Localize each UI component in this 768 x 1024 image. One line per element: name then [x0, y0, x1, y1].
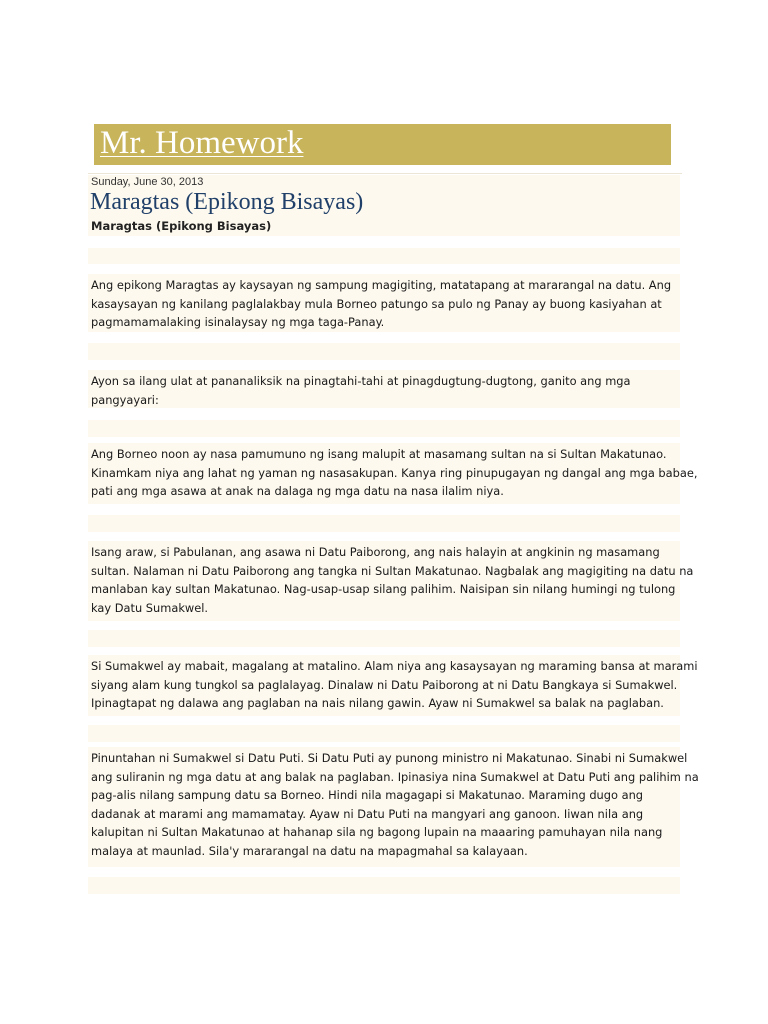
spacer-band — [88, 420, 680, 437]
paragraph-line: kasaysayan ng kanilang paglalakbay mula Borneo patungo sa pulo ng Panay ay buong kasiyahan at — [91, 296, 662, 311]
spacer-band — [88, 877, 680, 894]
paragraph-line: Pinuntahan ni Sumakwel si Datu Puti. Si Datu Puti ay punong ministro ni Makatunao. Sinabi ni Sumakwel — [91, 751, 688, 765]
paragraph-line: Ayon sa ilang ulat at pananaliksik na pinagtahi-tahi at pinagdugtung-dugtong, ganito ang mga — [91, 374, 631, 388]
paragraph-line: pati ang mga asawa at anak na dalaga ng mga datu na nasa ilalim niya. — [91, 484, 504, 498]
paragraph-line: sultan. Nalaman ni Datu Paiborong ang tangka ni Sultan Makatunao. Nagbalak ang magigiting na datu na — [91, 563, 694, 578]
paragraph-line: Ang epikong Maragtas ay kaysayan ng sampung magigiting, matatapang at mararangal na datu. Ang — [91, 278, 672, 292]
blog-title-link[interactable]: Mr. Homework — [100, 125, 304, 161]
spacer-band — [88, 343, 680, 360]
spacer-band — [88, 248, 680, 264]
paragraph-line: ang suliranin ng mga datu at ang balak na paglaban. Ipinasiya nina Sumakwel at Datu Puti ang palihim na — [91, 769, 699, 784]
paragraph-line: pagmamamalaking isinalaysay ng mga taga-Panay. — [91, 315, 385, 329]
post-title-link[interactable]: Maragtas (Epikong Bisayas) — [90, 189, 364, 215]
blog-header — [94, 124, 671, 165]
paragraph-line: Si Sumakwel ay mabait, magalang at matalino. Alam niya ang kasaysayan ng maraming bansa at marami — [91, 659, 698, 673]
paragraph-line: malaya at maunlad. Sila'y mararangal na datu na mapagmahal sa kalayaan. — [91, 843, 528, 858]
paragraph-line: pangyayari: — [91, 392, 159, 407]
paragraph-line: manlaban kay sultan Makatunao. Nag-usap-usap silang palihim. Naisipan sin nilang humingi ng tulong — [91, 582, 676, 596]
spacer-band — [88, 630, 680, 647]
paragraph-4 — [91, 543, 694, 617]
paragraph-line: siyang alam kung tungkol sa paglalayag. Dinalaw ni Datu Paiborong at ni Datu Bangkaya si Sumakwel. — [91, 677, 678, 692]
paragraph-line: dadanak at marami ang mamamatay. Ayaw ni Datu Puti na mangyari ang ganoon. Iiwan nila ang — [91, 806, 644, 821]
spacer-band — [88, 725, 680, 742]
paragraph-line: pag-alis nilang sampung datu sa Borneo. Hindi nila magagapi si Makatunao. Maraming dugo ang — [91, 788, 644, 802]
paragraph-2 — [91, 372, 683, 409]
paragraph-6 — [91, 749, 699, 860]
spacer-band — [88, 515, 680, 532]
header-divider — [88, 173, 682, 174]
post-subtitle: Maragtas (Epikong Bisayas) — [91, 219, 272, 233]
paragraph-1 — [91, 276, 683, 332]
post-date: Sunday, June 30, 2013 — [91, 176, 204, 188]
paragraph-line: kay Datu Sumakwel. — [91, 600, 209, 615]
paragraph-line: Ipinagtapat ng dalawa ang paglaban na nais nilang gawin. Ayaw ni Sumakwel sa balak na paglaban. — [91, 696, 664, 710]
paragraph-line: Ang Borneo noon ay nasa pamumuno ng isang malupit at masamang sultan na si Sultan Makatunao. — [91, 447, 667, 461]
paragraph-line: kalupitan ni Sultan Makatunao at hahanap sila ng bagong lupain na maaaring pamuhayan nila nang — [91, 825, 663, 839]
paragraph-line: Isang araw, si Pabulanan, ang asawa ni Datu Paiborong, ang nais halayin at angkinin ng masamang — [91, 545, 660, 559]
paragraph-3 — [91, 445, 698, 501]
paragraph-5 — [91, 657, 698, 713]
paragraph-line: Kinamkam niya ang lahat ng yaman ng nasasakupan. Kanya ring pinupugayan ng dangal ang mga babae, — [91, 465, 698, 480]
